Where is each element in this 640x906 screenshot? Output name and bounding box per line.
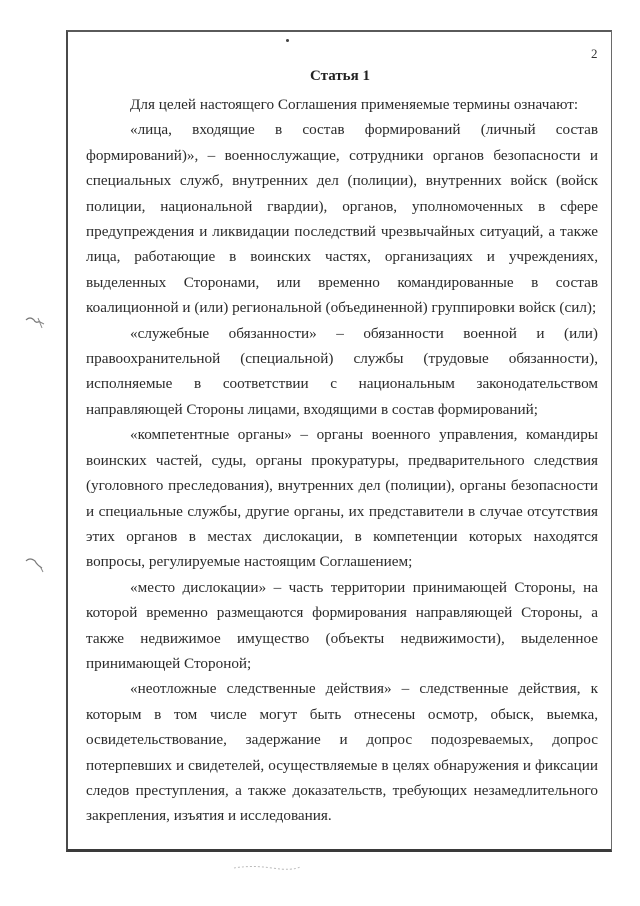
article-body bbox=[86, 92, 598, 829]
margin-pencil-mark-icon bbox=[24, 554, 46, 576]
article-title: Статья 1 bbox=[310, 68, 370, 84]
margin-pencil-mark-icon bbox=[24, 312, 46, 334]
definition-urgent-investigative-actions: «неотложные следственные действия» – следственные действия, к которым в том числе могут быть отнесены осмотр, обыск, выемка, освидетельствование, задержание и допрос подозреваемых, допрос потерпевших и свидетелей, осуществляемые в целях обнаружения и фиксации следов преступления, а также доказательств, требующих незамедлительного закрепления, изъятия и исследования. bbox=[86, 680, 598, 825]
page-number: 2 bbox=[591, 46, 598, 61]
definition-service-duties: «служебные обязанности» – обязанности военной и (или) правоохранительной (специальной) службы (трудовые обязанности), исполняемые в соответствии с национальным законодательством направляющей Стороны лицами, входящими в состав формирований; bbox=[86, 324, 598, 418]
definition-persons-in-formations: «лица, входящие в состав формирований (личный состав формирований)», – военнослужащие, сотрудники органов безопасности и специальных служб, внутренних дел (полиции), внутренних войск (войск полиции, национальной гвардии), органов, уполномоченных в сфере предупреждения и ликвидации последствий чрезвычайных ситуаций, а также лица, работающие в воинских частях, организациях и учреждениях, выделенных Сторонами, или временно командированные в состав коалиционной и (или) региональной (объединенной) группировки войск (сил); bbox=[86, 121, 598, 317]
scan-speck bbox=[286, 39, 289, 42]
scan-smudge bbox=[232, 862, 302, 872]
definition-competent-bodies: «компетентные органы» – органы военного управления, командиры воинских частей, суды, органы прокуратуры, предварительного следствия (уголовного преследования), внутренних дел (полиции), органы безопасности и специальные службы, другие органы, их представители в случае отсутствия этих органов в местах дислокации, в компетенции которых находятся вопросы, регулируемые настоящим Соглашением; bbox=[86, 426, 598, 571]
intro-paragraph: Для целей настоящего Соглашения применяемые термины означают: bbox=[130, 96, 579, 113]
definition-place-of-deployment: «место дислокации» – часть территории принимающей Стороны, на которой временно размещаются формирования направляющей Стороны, а также недвижимое имущество (объекты недвижимости), выделенное принимающей Стороной; bbox=[86, 578, 598, 672]
